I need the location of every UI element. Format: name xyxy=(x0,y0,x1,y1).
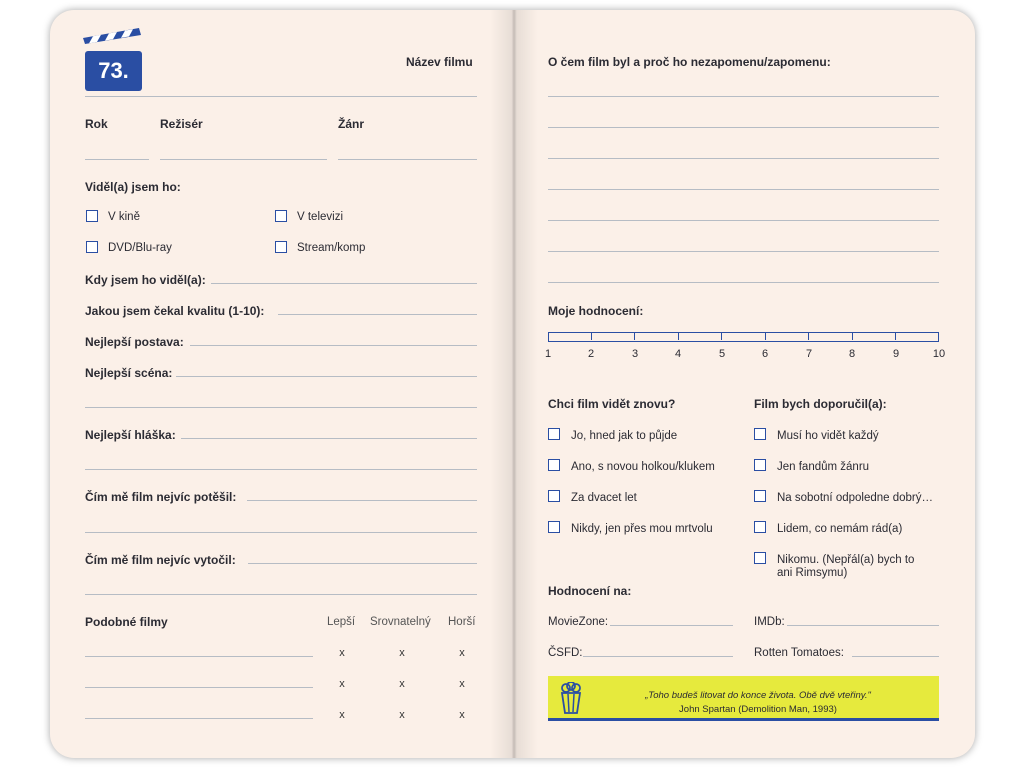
watch-again-checkbox-2[interactable] xyxy=(548,459,560,471)
seen-cinema-label: V kině xyxy=(108,211,140,223)
seen-label: Viděl(a) jsem ho: xyxy=(85,180,181,194)
worse-mark-3[interactable]: x xyxy=(459,709,465,721)
about-label: O čem film byl a proč ho nezapomenu/zapomenu: xyxy=(548,55,831,69)
seen-dvd-label: DVD/Blu-ray xyxy=(108,242,172,254)
quote-text: „Toho budeš litovat do konce života. Obě dvě vteřiny." xyxy=(645,690,871,701)
year-label: Rok xyxy=(85,117,108,131)
recommend-checkbox-1[interactable] xyxy=(754,428,766,440)
best-scene-field[interactable] xyxy=(176,376,477,377)
about-line-5[interactable] xyxy=(548,220,939,221)
genre-label: Žánr xyxy=(338,117,365,131)
best-scene-label: Nejlepší scéna: xyxy=(85,366,173,380)
expect-label: Jakou jsem čekal kvalitu (1-10): xyxy=(85,304,265,318)
better-mark-2[interactable]: x xyxy=(339,678,345,690)
about-line-6[interactable] xyxy=(548,251,939,252)
clapperboard-icon xyxy=(83,28,141,44)
best-quote-label: Nejlepší hláška: xyxy=(85,428,176,442)
scale-number: 6 xyxy=(761,348,769,360)
recommend-checkbox-3[interactable] xyxy=(754,490,766,502)
director-label: Režisér xyxy=(160,117,203,131)
worse-mark-2[interactable]: x xyxy=(459,678,465,690)
rating-label: Moje hodnocení: xyxy=(548,304,644,318)
scale-number: 9 xyxy=(892,348,900,360)
about-line-7[interactable] xyxy=(548,282,939,283)
seen-cinema-checkbox[interactable] xyxy=(86,210,98,222)
scale-tick xyxy=(721,333,722,340)
similar-film-field-3[interactable] xyxy=(85,718,313,719)
recommend-option-5-cont: ani Rimsymu) xyxy=(777,567,848,579)
about-line-2[interactable] xyxy=(548,127,939,128)
scale-number: 5 xyxy=(718,348,726,360)
watch-again-checkbox-1[interactable] xyxy=(548,428,560,440)
page-gutter xyxy=(490,10,538,758)
when-label: Kdy jsem ho viděl(a): xyxy=(85,273,206,287)
better-mark-1[interactable]: x xyxy=(339,647,345,659)
scale-tick xyxy=(808,333,809,340)
watch-again-option-1: Jo, hned jak to půjde xyxy=(571,430,678,442)
similar-film-field-2[interactable] xyxy=(85,687,313,688)
genre-field[interactable] xyxy=(338,159,477,160)
notebook-spread xyxy=(50,10,975,758)
recommend-option-5: Nikomu. (Nepřál(a) bych to xyxy=(777,554,915,566)
comparable-header: Srovnatelný xyxy=(370,616,431,628)
scale-tick xyxy=(895,333,896,340)
scale-tick xyxy=(591,333,592,340)
worse-header: Horší xyxy=(448,616,476,628)
annoyed-label: Čím mě film nejvíc vytočil: xyxy=(85,553,236,567)
about-line-4[interactable] xyxy=(548,189,939,190)
year-field[interactable] xyxy=(85,159,149,160)
csfd-field[interactable] xyxy=(583,656,733,657)
scale-tick xyxy=(852,333,853,340)
when-field[interactable] xyxy=(211,283,477,284)
comparable-mark-2[interactable]: x xyxy=(399,678,405,690)
scale-number: 1 xyxy=(544,348,552,360)
scale-tick xyxy=(678,333,679,340)
recommend-option-4: Lidem, co nemám rád(a) xyxy=(777,523,903,535)
scale-tick xyxy=(765,333,766,340)
moviezone-field[interactable] xyxy=(610,625,733,626)
scale-number: 10 xyxy=(932,348,946,360)
scale-number: 7 xyxy=(805,348,813,360)
recommend-option-2: Jen fandům žánru xyxy=(777,461,870,473)
similar-films-label: Podobné filmy xyxy=(85,615,168,629)
recommend-label: Film bych doporučil(a): xyxy=(754,397,887,411)
quote-box xyxy=(548,676,939,721)
watch-again-checkbox-3[interactable] xyxy=(548,490,560,502)
best-character-label: Nejlepší postava: xyxy=(85,335,184,349)
csfd-label: ČSFD: xyxy=(548,647,583,659)
title-field[interactable] xyxy=(85,96,477,97)
recommend-checkbox-4[interactable] xyxy=(754,521,766,533)
about-line-3[interactable] xyxy=(548,158,939,159)
watch-again-option-4: Nikdy, jen přes mou mrtvolu xyxy=(571,523,713,535)
worse-mark-1[interactable]: x xyxy=(459,647,465,659)
quote-author: John Spartan (Demolition Man, 1993) xyxy=(679,704,837,715)
best-quote-field-2[interactable] xyxy=(85,469,477,470)
director-field[interactable] xyxy=(160,159,327,160)
imdb-label: IMDb: xyxy=(754,616,785,628)
best-scene-field-2[interactable] xyxy=(85,407,477,408)
recommend-option-1: Musí ho vidět každý xyxy=(777,430,879,442)
seen-dvd-checkbox[interactable] xyxy=(86,241,98,253)
imdb-field[interactable] xyxy=(787,625,939,626)
expect-field[interactable] xyxy=(278,314,477,315)
watch-again-option-2: Ano, s novou holkou/klukem xyxy=(571,461,715,473)
moviezone-label: MovieZone: xyxy=(548,616,609,628)
best-character-field[interactable] xyxy=(190,345,477,346)
scale-tick xyxy=(634,333,635,340)
seen-tv-label: V televizi xyxy=(297,211,344,223)
about-line-1[interactable] xyxy=(548,96,939,97)
watch-again-checkbox-4[interactable] xyxy=(548,521,560,533)
scale-number: 8 xyxy=(848,348,856,360)
recommend-checkbox-5[interactable] xyxy=(754,552,766,564)
pleased-label: Čím mě film nejvíc potěšil: xyxy=(85,490,237,504)
comparable-mark-1[interactable]: x xyxy=(399,647,405,659)
annoyed-field-2[interactable] xyxy=(85,594,477,595)
rotten-field[interactable] xyxy=(852,656,939,657)
scale-number: 3 xyxy=(631,348,639,360)
seen-tv-checkbox[interactable] xyxy=(275,210,287,222)
scale-number: 4 xyxy=(674,348,682,360)
rotten-label: Rotten Tomatoes: xyxy=(754,647,844,659)
comparable-mark-3[interactable]: x xyxy=(399,709,405,721)
watch-again-option-3: Za dvacet let xyxy=(571,492,637,504)
annoyed-field[interactable] xyxy=(248,563,477,564)
scale-number: 2 xyxy=(587,348,595,360)
best-quote-field[interactable] xyxy=(181,438,477,439)
recommend-option-3: Na sobotní odpoledne dobrý… xyxy=(777,492,933,504)
pleased-field-2[interactable] xyxy=(85,532,477,533)
better-mark-3[interactable]: x xyxy=(339,709,345,721)
title-label: Název filmu xyxy=(406,55,473,69)
pleased-field[interactable] xyxy=(247,500,477,501)
seen-stream-label: Stream/komp xyxy=(297,242,366,254)
movie-number-badge: 73. xyxy=(85,51,142,91)
similar-film-field-1[interactable] xyxy=(85,656,313,657)
recommend-checkbox-2[interactable] xyxy=(754,459,766,471)
rating-scale[interactable] xyxy=(548,332,939,342)
better-header: Lepší xyxy=(327,616,356,628)
seen-stream-checkbox[interactable] xyxy=(275,241,287,253)
watch-again-label: Chci film vidět znovu? xyxy=(548,397,676,411)
ratings-on-label: Hodnocení na: xyxy=(548,584,632,598)
